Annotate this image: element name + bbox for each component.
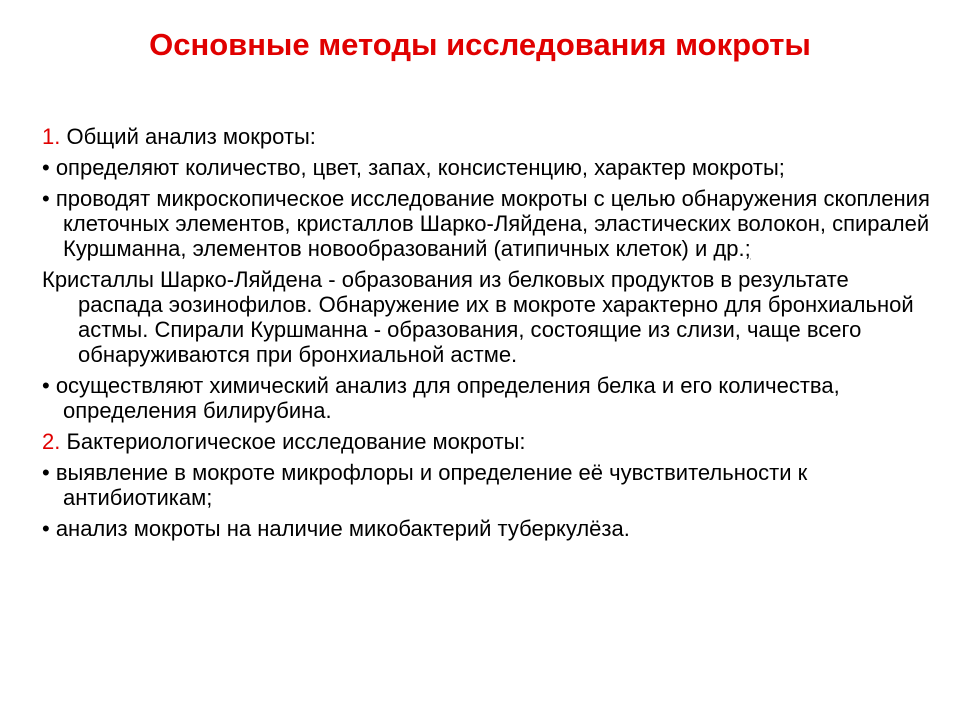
section-1-bullet-3: • осуществляют химический анализ для определения белка и его количества, определения билирубина. — [42, 373, 840, 423]
section-2-bullet-1: • выявление в мокроте микрофлоры и определение её чувствительности к антибиотикам; — [42, 460, 808, 510]
slide-content — [42, 124, 932, 547]
section-1-bullet-2 — [42, 186, 932, 261]
section-1-bullet-1: • определяют количество, цвет, запах, консистенцию, характер мокроты; — [42, 155, 785, 180]
section-1-note: Кристаллы Шарко-Ляйдена - образования из белковых продуктов в результате распада эозинофилов. Обнаружение их в мокроте характерно для бронхиальной астмы. Спирали Куршманна - образования, состоящие из слизи, чаще всего обнаруживаются при бронхиальной астме. — [42, 267, 914, 367]
section-2-heading — [42, 429, 932, 454]
section-2-bullet-2: • анализ мокроты на наличие микобактерий туберкулёза. — [42, 516, 630, 541]
section-1-bullet-2-text: • проводят микроскопическое исследование мокроты с целью обнаружения скопления клеточных элементов, кристаллов Шарко-Ляйдена, эластических волокон, спиралей Куршманна, элементов новообразований (атипичных клеток) и др. — [42, 186, 930, 261]
section-1-bullet-2-end: ; — [744, 236, 751, 261]
section-2-number: 2. — [42, 429, 61, 454]
slide-title: Основные методы исследования мокроты — [149, 27, 811, 62]
section-1-number: 1. — [42, 124, 61, 149]
section-2-heading-text: Бактериологическое исследование мокроты: — [60, 429, 526, 454]
section-1-heading-text: Общий анализ мокроты: — [60, 124, 316, 149]
section-1-heading — [42, 124, 932, 149]
